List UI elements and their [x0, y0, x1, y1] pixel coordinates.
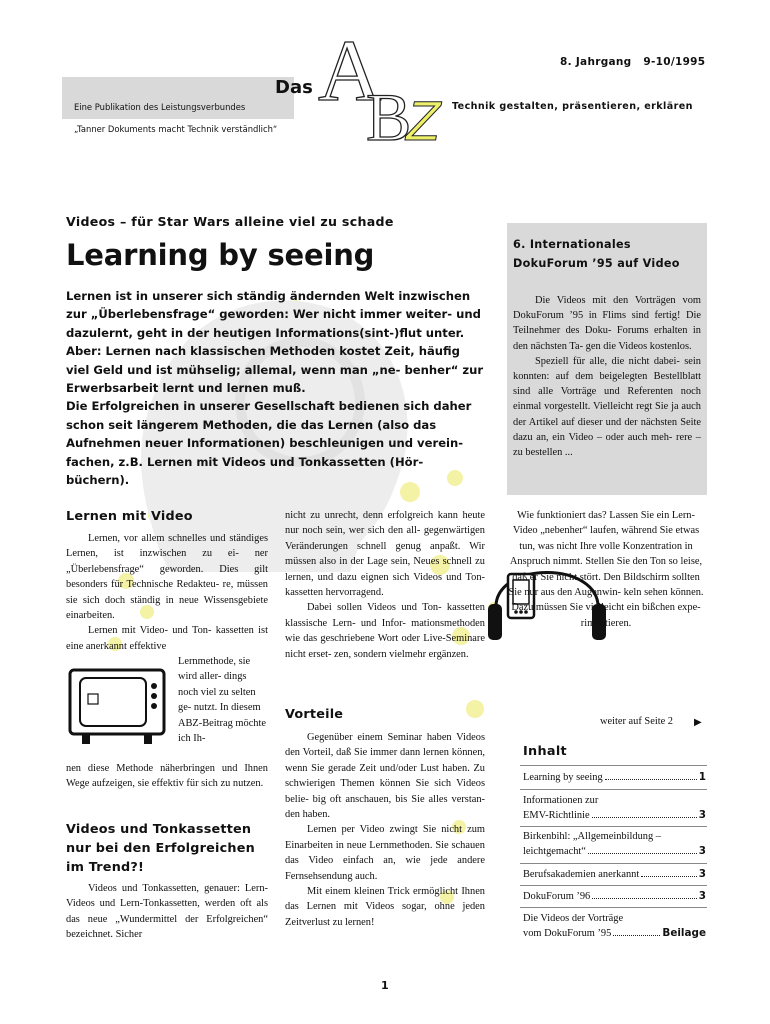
body-paragraph: Dabei sollen Videos und Ton- kassetten klassische Lern- und Infor- mationsmethoden wie das geschriebene Wort oder Live-Seminare nicht erset- zen, sondern vielmehr ergänzen. [285, 602, 485, 660]
body-paragraph: Gegenüber einem Seminar haben Videos den Vorteil, daß Sie immer dann lernen können, wenn Sie gerade Zeit und/oder Lust haben. Zu schwierigen Themen können Sie sich Videos belie- big oft anschauen, bis Sie alles verstan- den haben. [285, 732, 485, 821]
body-paragraph: Lernen, vor allem schnelles und ständiges Lernen, ist inzwischen zu ei- ner „Überlebensfrage“ geworden. Dies gilt besonders für Technische Redakteu- re, müssen sie sich doch ständig in neue Wissensgebiete einarbeiten. [66, 533, 268, 622]
triangle-right-icon: ▶ [694, 717, 702, 728]
publisher-line-2: „Tanner Dokuments macht Technik verständlich“ [74, 124, 278, 134]
sidebar-paragraph: Speziell für alle, die nicht dabei- sein konnten: auf dem beigelegten Bestellblatt sind alle Vorträge und Referenten noch einmal vorgestellt. Vielleicht regt Sie ja auch der Artikel auf dieser und der nächsten Seite dazu an, ein Video – oder auch meh- rere – zu bestellen ... [513, 355, 701, 459]
toc-divider [520, 863, 707, 864]
toc-item-label: EMV-Richtlinie [523, 810, 590, 822]
article-kicker: Videos – für Star Wars alleine viel zu schade [66, 214, 394, 229]
article-lead [66, 287, 486, 489]
toc-item-page: 3 [698, 868, 706, 880]
toc-item-page: 1 [698, 771, 706, 783]
svg-text:Z: Z [406, 89, 441, 147]
body-paragraph: Lernen per Video zwingt Sie nicht zum Einarbeiten in neue Lernmethoden. Sie schauen das Video einfach an, wie jede andere Fernsehsendung auch. [285, 824, 485, 882]
column-2-text [285, 508, 485, 662]
toc-divider [520, 907, 707, 908]
article-title: Learning by seeing [66, 238, 375, 272]
toc-item-label: vom DokuForum ’95 [523, 928, 612, 940]
column-3-paragraph [508, 508, 704, 631]
toc-item-page: 3 [698, 890, 706, 902]
section-heading-vorteile: Vorteile [285, 707, 344, 722]
column-1-text-final [66, 881, 268, 943]
body-paragraph: Videos und Tonkassetten, genauer: Lern-Videos und Lern-Tonkassetten, werden oft als das neue „Wundermittel der Erfolgreichen“ bezeichnet. Sicher [66, 883, 268, 941]
toc-item-page: 3 [698, 809, 706, 822]
toc-item[interactable] [523, 770, 706, 785]
toc-divider [520, 826, 707, 827]
sidebar-paragraph: Die Videos mit den Vorträgen vom DokuForum ’95 in Flims sind fertig! Die Teilnehmer des Doku- Forums erhalten in den nächsten Ta- gen die Videos kostenlos. [513, 295, 701, 352]
toc-item-line1: Informationen zur [523, 795, 599, 806]
publisher-info [74, 91, 277, 146]
column-1-wrap-text: Lernmethode, sie wird aller- dings noch viel zu selten ge- nutzt. In diesem ABZ-Beitrag möchte ich Ih- [178, 656, 267, 745]
issue-info: 8. Jahrgang 9-10/1995 [560, 56, 706, 68]
toc-item-label: DokuForum ’96 [523, 891, 591, 902]
body-paragraph: Mit einem kleinen Trick ermöglicht Ihnen das Lernen mit Videos sogar, ohne jeden Zeitverlust zu lernen! [285, 886, 485, 928]
toc-item-label: Learning by seeing [523, 772, 603, 783]
toc-divider [520, 789, 707, 790]
tv-icon [64, 660, 170, 750]
toc-divider [520, 765, 707, 766]
column-1-text-continued: nen diese Methode näherbringen und Ihnen Wege aufzeigen, sie effektiv für sich zu nutzen. [66, 763, 268, 790]
toc-item[interactable] [523, 911, 706, 941]
toc-item[interactable] [523, 889, 706, 904]
continued-link[interactable]: weiter auf Seite 2 [600, 716, 673, 727]
svg-text:A: A [318, 23, 382, 120]
toc-item-line1: Die Videos der Vorträge [523, 913, 624, 924]
toc-item-line1: Birkenbihl: „Allgemeinbildung – [523, 831, 661, 842]
sidebar-heading: 6. Internationales DokuForum ’95 auf Video [513, 238, 680, 270]
section-heading-videos-tonkassetten: Videos und Tonkassetten nur bei den Erfolgreichen im Trend?! [66, 822, 255, 875]
sidebar-text [513, 293, 701, 460]
toc-divider [520, 885, 707, 886]
abz-logo-letters [318, 23, 442, 147]
toc-item[interactable] [523, 829, 706, 859]
toc-item[interactable] [523, 867, 706, 882]
publisher-line-1: Eine Publikation des Leistungsverbundes [74, 102, 246, 112]
toc-item[interactable] [523, 793, 706, 823]
abz-logo [310, 22, 460, 147]
toc-item-page: Beilage [662, 927, 706, 940]
body-paragraph: Lernen mit Video- und Ton- kassetten ist eine anerkannt effektive [66, 625, 268, 652]
lead-paragraph: Die Erfolgreichen in unserer Gesellschaft bedienen sich daher schon seit längerem Methoden, die das Lernen (also das Aufnehmen neuer Informationen) beschleunigen und verein- fachen, z.B. Lernen mit Videos und Tonkassetten (Hör- büchern). [66, 399, 472, 488]
column-2-text-vorteile [285, 730, 485, 930]
toc-heading: Inhalt [523, 744, 567, 759]
body-paragraph: nicht zu unrecht, denn erfolgreich kann heute nur noch sein, wer sich den all- gegenwärtigen Veränderungen schnell genug anpaßt. Wir müssen also in der Lage sein, Neues schnell zu lernen, und dazu eignen sich Videos und Ton- kassetten hervorragend. [285, 510, 485, 599]
tagline: Technik gestalten, präsentieren, erklären [452, 101, 693, 112]
section-heading-lernen-mit-video: Lernen mit Video [66, 509, 193, 524]
toc-item-label: Berufsakademien anerkannt [523, 869, 640, 880]
toc-item-page: 3 [698, 845, 706, 858]
logo-das: Das [275, 77, 313, 98]
column-1-text [66, 531, 268, 654]
toc-item-label: leichtgemacht“ [523, 846, 586, 858]
column-3-paragraph-text: Wie funktioniert das? Lassen Sie ein Lern-Video „nebenher“ laufen, während Sie etwas tun, was nicht Ihre volle Konzentration in Anspruch nimmt. Stellen Sie den Ton so leise, daß er Sie nicht stört. Den Bildschirm sollten Sie nur aus den Augenwin- keln sehen können. Dazu müssen Sie vielleicht ein bißchen expe- rimentieren. [508, 510, 704, 629]
highlight-dot [466, 700, 484, 718]
page-number: 1 [381, 979, 389, 992]
column-3-text [508, 508, 704, 631]
lead-paragraph: Lernen ist in unserer sich ständig ändernden Welt inzwischen zur „Überlebensfrage“ geworden: Wer nicht immer weiter- und dazulernt, geht in der heutigen Informations(sint-)flut unter. Aber: Lernen nach klassischen Methoden kostet Zeit, häufig viel Geld und ist mühselig; allemal, wenn man „ne- benher“ zur Erwerbsarbeit lernt und lernen muß. [66, 289, 484, 396]
svg-text:B: B [366, 79, 412, 147]
